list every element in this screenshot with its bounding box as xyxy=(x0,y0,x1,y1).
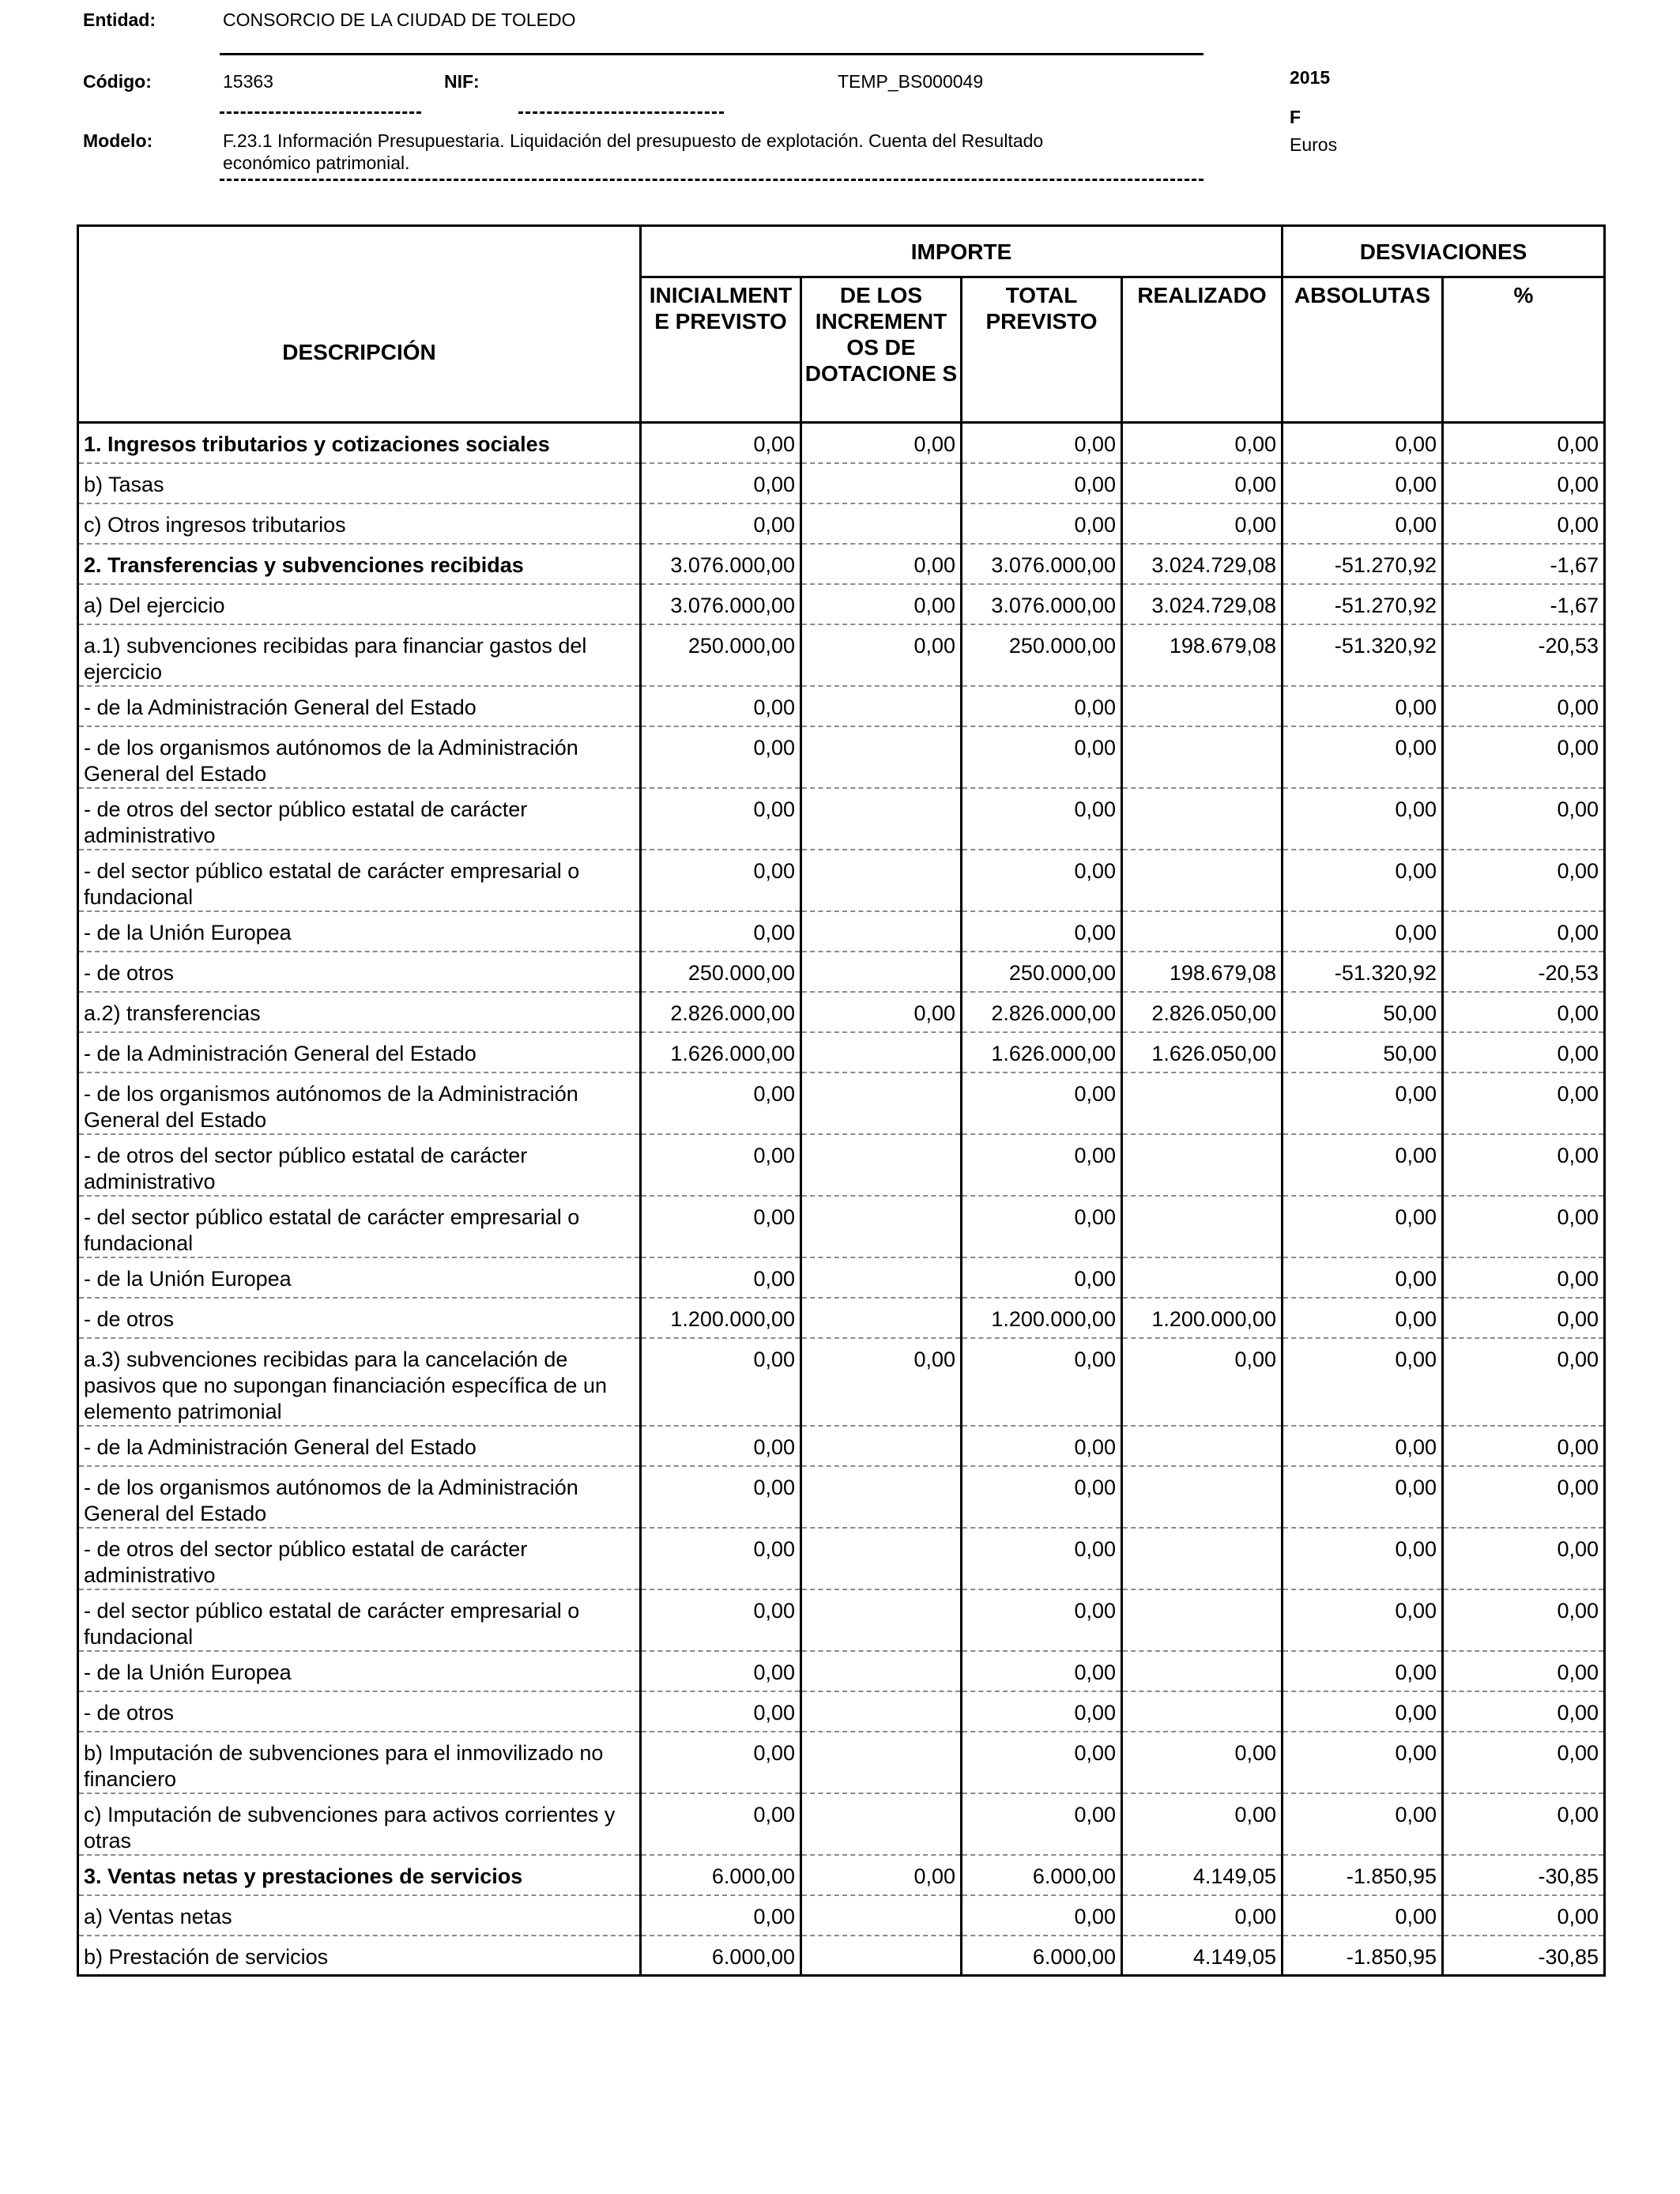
desviacion-porcentaje-value: -30,85 xyxy=(1443,1855,1605,1895)
row-description: b) Tasas xyxy=(78,463,641,503)
total-previsto-value: 0,00 xyxy=(962,1338,1122,1426)
desviacion-absoluta-value: 0,00 xyxy=(1283,1257,1443,1298)
inicialmente-previsto-value: 0,00 xyxy=(641,1691,801,1732)
realizado-value xyxy=(1122,1528,1283,1589)
row-description: 2. Transferencias y subvenciones recibidas xyxy=(78,544,641,584)
desviacion-absoluta-value: -1.850,95 xyxy=(1283,1936,1443,1976)
total-previsto-value: 6.000,00 xyxy=(962,1936,1122,1976)
incrementos-value xyxy=(801,1651,962,1691)
table-row xyxy=(78,726,1605,788)
desviacion-absoluta-value: 0,00 xyxy=(1283,1338,1443,1426)
realizado-value: 0,00 xyxy=(1122,1793,1283,1855)
incrementos-value xyxy=(801,503,962,544)
desviacion-porcentaje-value: -1,67 xyxy=(1443,584,1605,624)
inicialmente-previsto-value: 0,00 xyxy=(641,463,801,503)
total-previsto-value: 250.000,00 xyxy=(962,952,1122,992)
header-importe: IMPORTE xyxy=(641,226,1283,277)
table-row xyxy=(78,911,1605,952)
incrementos-value xyxy=(801,1196,962,1257)
incrementos-value xyxy=(801,726,962,788)
incrementos-value xyxy=(801,952,962,992)
table-row xyxy=(78,584,1605,624)
desviacion-absoluta-value: -1.850,95 xyxy=(1283,1855,1443,1895)
realizado-value xyxy=(1122,726,1283,788)
realizado-value: 0,00 xyxy=(1122,423,1283,463)
table-row xyxy=(78,1298,1605,1338)
incrementos-value xyxy=(801,850,962,911)
desviacion-absoluta-value: 0,00 xyxy=(1283,788,1443,850)
currency-label: Euros xyxy=(1290,134,1338,155)
desviacion-absoluta-value: 0,00 xyxy=(1283,1426,1443,1466)
desviacion-absoluta-value: 0,00 xyxy=(1283,1589,1443,1651)
total-previsto-value: 0,00 xyxy=(962,1466,1122,1528)
desviacion-absoluta-value: 0,00 xyxy=(1283,911,1443,952)
desviacion-porcentaje-value: 0,00 xyxy=(1443,463,1605,503)
total-previsto-value: 0,00 xyxy=(962,1895,1122,1936)
inicialmente-previsto-value: 6.000,00 xyxy=(641,1936,801,1976)
total-previsto-value: 3.076.000,00 xyxy=(962,544,1122,584)
inicialmente-previsto-value: 0,00 xyxy=(641,1426,801,1466)
incrementos-value xyxy=(801,1895,962,1936)
inicialmente-previsto-value: 3.076.000,00 xyxy=(641,584,801,624)
inicialmente-previsto-value: 250.000,00 xyxy=(641,952,801,992)
table-row xyxy=(78,1732,1605,1793)
desviacion-porcentaje-value: 0,00 xyxy=(1443,911,1605,952)
inicialmente-previsto-value: 0,00 xyxy=(641,1589,801,1651)
incrementos-value xyxy=(801,1732,962,1793)
row-description: - de otros xyxy=(78,1298,641,1338)
total-previsto-value: 0,00 xyxy=(962,686,1122,726)
table-row xyxy=(78,544,1605,584)
desviacion-porcentaje-value: 0,00 xyxy=(1443,1298,1605,1338)
desviacion-porcentaje-value: 0,00 xyxy=(1443,992,1605,1032)
total-previsto-value: 0,00 xyxy=(962,911,1122,952)
table-row xyxy=(78,1855,1605,1895)
desviacion-absoluta-value: 0,00 xyxy=(1283,1196,1443,1257)
desviacion-absoluta-value: 0,00 xyxy=(1283,463,1443,503)
desviacion-absoluta-value: 0,00 xyxy=(1283,1651,1443,1691)
inicialmente-previsto-value: 0,00 xyxy=(641,1134,801,1196)
inicialmente-previsto-value: 0,00 xyxy=(641,911,801,952)
desviacion-absoluta-value: -51.270,92 xyxy=(1283,584,1443,624)
table-row xyxy=(78,850,1605,911)
inicialmente-previsto-value: 3.076.000,00 xyxy=(641,544,801,584)
desviacion-absoluta-value: 0,00 xyxy=(1283,423,1443,463)
inicialmente-previsto-value: 250.000,00 xyxy=(641,624,801,686)
row-description: - de otros del sector público estatal de carácter administrativo xyxy=(78,1134,641,1196)
table-row xyxy=(78,1691,1605,1732)
inicialmente-previsto-value: 0,00 xyxy=(641,1257,801,1298)
realizado-value xyxy=(1122,1072,1283,1134)
desviacion-absoluta-value: 0,00 xyxy=(1283,1793,1443,1855)
table-row xyxy=(78,1651,1605,1691)
desviacion-porcentaje-value: -30,85 xyxy=(1443,1936,1605,1976)
table-row xyxy=(78,1072,1605,1134)
desviacion-porcentaje-value: -20,53 xyxy=(1443,952,1605,992)
realizado-value xyxy=(1122,850,1283,911)
row-description: - de otros xyxy=(78,1691,641,1732)
incrementos-value xyxy=(801,1072,962,1134)
inicialmente-previsto-value: 2.826.000,00 xyxy=(641,992,801,1032)
document-header xyxy=(0,0,1680,213)
nif-value: TEMP_BS000049 xyxy=(838,71,984,92)
total-previsto-value: 0,00 xyxy=(962,1528,1122,1589)
inicialmente-previsto-value: 0,00 xyxy=(641,1072,801,1134)
table-row xyxy=(78,686,1605,726)
table-row xyxy=(78,788,1605,850)
table-row xyxy=(78,1032,1605,1072)
desviacion-absoluta-value: -51.320,92 xyxy=(1283,624,1443,686)
desviacion-porcentaje-value: 0,00 xyxy=(1443,726,1605,788)
table-row xyxy=(78,1134,1605,1196)
incrementos-value xyxy=(801,1589,962,1651)
row-description: - de otros del sector público estatal de carácter administrativo xyxy=(78,788,641,850)
header-incrementos: DE LOS INCREMENT OS DE DOTACIONE S xyxy=(801,277,962,423)
incrementos-value: 0,00 xyxy=(801,624,962,686)
table-row xyxy=(78,423,1605,463)
row-description: - de los organismos autónomos de la Administración General del Estado xyxy=(78,726,641,788)
incrementos-value xyxy=(801,463,962,503)
desviacion-porcentaje-value: 0,00 xyxy=(1443,1134,1605,1196)
realizado-value: 1.626.050,00 xyxy=(1122,1032,1283,1072)
desviacion-absoluta-value: 0,00 xyxy=(1283,1298,1443,1338)
row-description: c) Imputación de subvenciones para activos corrientes y otras xyxy=(78,1793,641,1855)
desviacion-porcentaje-value: -20,53 xyxy=(1443,624,1605,686)
modelo-label: Modelo: xyxy=(83,130,153,151)
total-previsto-value: 2.826.000,00 xyxy=(962,992,1122,1032)
total-previsto-value: 0,00 xyxy=(962,1196,1122,1257)
desviacion-absoluta-value: 0,00 xyxy=(1283,1466,1443,1528)
inicialmente-previsto-value: 0,00 xyxy=(641,1895,801,1936)
desviacion-porcentaje-value: 0,00 xyxy=(1443,1732,1605,1793)
incrementos-value xyxy=(801,1134,962,1196)
incrementos-value: 0,00 xyxy=(801,584,962,624)
desviacion-absoluta-value: 0,00 xyxy=(1283,1528,1443,1589)
inicialmente-previsto-value: 0,00 xyxy=(641,1338,801,1426)
inicialmente-previsto-value: 0,00 xyxy=(641,726,801,788)
inicialmente-previsto-value: 1.626.000,00 xyxy=(641,1032,801,1072)
total-previsto-value: 250.000,00 xyxy=(962,624,1122,686)
incrementos-value xyxy=(801,1257,962,1298)
inicialmente-previsto-value: 0,00 xyxy=(641,1793,801,1855)
realizado-value xyxy=(1122,1466,1283,1528)
row-description: - del sector público estatal de carácter empresarial o fundacional xyxy=(78,1196,641,1257)
desviacion-absoluta-value: 0,00 xyxy=(1283,850,1443,911)
codigo-value: 15363 xyxy=(223,71,273,92)
desviacion-absoluta-value: -51.270,92 xyxy=(1283,544,1443,584)
desviacion-porcentaje-value: 0,00 xyxy=(1443,1338,1605,1426)
table-row xyxy=(78,463,1605,503)
table-row xyxy=(78,1936,1605,1976)
entidad-underline xyxy=(220,53,1203,55)
table-row xyxy=(78,1257,1605,1298)
row-description: a.2) transferencias xyxy=(78,992,641,1032)
realizado-value: 2.826.050,00 xyxy=(1122,992,1283,1032)
row-description: 1. Ingresos tributarios y cotizaciones sociales xyxy=(78,423,641,463)
desviacion-porcentaje-value: 0,00 xyxy=(1443,686,1605,726)
desviacion-porcentaje-value: 0,00 xyxy=(1443,1895,1605,1936)
incrementos-value: 0,00 xyxy=(801,544,962,584)
row-description: a) Ventas netas xyxy=(78,1895,641,1936)
desviacion-absoluta-value: 0,00 xyxy=(1283,1072,1443,1134)
realizado-value: 4.149,05 xyxy=(1122,1855,1283,1895)
incrementos-value xyxy=(801,788,962,850)
total-previsto-value: 0,00 xyxy=(962,463,1122,503)
desviacion-porcentaje-value: 0,00 xyxy=(1443,1793,1605,1855)
incrementos-value: 0,00 xyxy=(801,1855,962,1895)
row-description: - de la Unión Europea xyxy=(78,1257,641,1298)
desviacion-absoluta-value: 0,00 xyxy=(1283,1691,1443,1732)
entidad-label: Entidad: xyxy=(83,9,156,30)
incrementos-value xyxy=(801,1032,962,1072)
row-description: 3. Ventas netas y prestaciones de servicios xyxy=(78,1855,641,1895)
desviacion-porcentaje-value: 0,00 xyxy=(1443,1072,1605,1134)
total-previsto-value: 0,00 xyxy=(962,1732,1122,1793)
row-description: a.1) subvenciones recibidas para financiar gastos del ejercicio xyxy=(78,624,641,686)
desviacion-absoluta-value: 0,00 xyxy=(1283,1134,1443,1196)
row-description: - de otros del sector público estatal de carácter administrativo xyxy=(78,1528,641,1589)
realizado-value xyxy=(1122,1691,1283,1732)
realizado-value xyxy=(1122,1651,1283,1691)
desviacion-porcentaje-value: 0,00 xyxy=(1443,1651,1605,1691)
total-previsto-value: 0,00 xyxy=(962,850,1122,911)
header-realizado: REALIZADO xyxy=(1122,277,1283,423)
realizado-value xyxy=(1122,1426,1283,1466)
table-row xyxy=(78,1338,1605,1426)
row-description: - de otros xyxy=(78,952,641,992)
row-description: - del sector público estatal de carácter empresarial o fundacional xyxy=(78,850,641,911)
row-description: - de los organismos autónomos de la Administración General del Estado xyxy=(78,1072,641,1134)
entidad-value: CONSORCIO DE LA CIUDAD DE TOLEDO xyxy=(223,9,576,30)
incrementos-value xyxy=(801,1528,962,1589)
total-previsto-value: 1.200.000,00 xyxy=(962,1298,1122,1338)
inicialmente-previsto-value: 0,00 xyxy=(641,423,801,463)
realizado-value: 0,00 xyxy=(1122,1338,1283,1426)
inicialmente-previsto-value: 0,00 xyxy=(641,686,801,726)
desviacion-absoluta-value: -51.320,92 xyxy=(1283,952,1443,992)
table-row xyxy=(78,952,1605,992)
codigo-label: Código: xyxy=(83,71,152,92)
total-previsto-value: 0,00 xyxy=(962,788,1122,850)
inicialmente-previsto-value: 0,00 xyxy=(641,1651,801,1691)
header-desviaciones: DESVIACIONES xyxy=(1283,226,1605,277)
realizado-value: 4.149,05 xyxy=(1122,1936,1283,1976)
desviacion-absoluta-value: 0,00 xyxy=(1283,503,1443,544)
table-body xyxy=(78,423,1605,1976)
realizado-value xyxy=(1122,1589,1283,1651)
row-description: c) Otros ingresos tributarios xyxy=(78,503,641,544)
header-descripcion: DESCRIPCIÓN xyxy=(78,226,641,423)
desviacion-absoluta-value: 0,00 xyxy=(1283,1732,1443,1793)
total-previsto-value: 0,00 xyxy=(962,1793,1122,1855)
incrementos-value xyxy=(801,1466,962,1528)
realizado-value xyxy=(1122,788,1283,850)
table-row xyxy=(78,1466,1605,1528)
header-porcentaje: % xyxy=(1443,277,1605,423)
realizado-value: 1.200.000,00 xyxy=(1122,1298,1283,1338)
realizado-value: 0,00 xyxy=(1122,1895,1283,1936)
incrementos-value xyxy=(801,1691,962,1732)
desviacion-absoluta-value: 50,00 xyxy=(1283,992,1443,1032)
total-previsto-value: 0,00 xyxy=(962,726,1122,788)
row-description: a) Del ejercicio xyxy=(78,584,641,624)
realizado-value: 0,00 xyxy=(1122,503,1283,544)
realizado-value xyxy=(1122,911,1283,952)
inicialmente-previsto-value: 0,00 xyxy=(641,1528,801,1589)
year-label: 2015 xyxy=(1290,67,1331,88)
modelo-line-1: F.23.1 Información Presupuestaria. Liquidación del presupuesto de explotación. Cuenta del Resultado xyxy=(223,130,1044,151)
budget-table xyxy=(77,224,1606,1977)
realizado-value: 0,00 xyxy=(1122,463,1283,503)
inicialmente-previsto-value: 6.000,00 xyxy=(641,1855,801,1895)
table-row xyxy=(78,1426,1605,1466)
total-previsto-value: 0,00 xyxy=(962,1257,1122,1298)
header-total-previsto: TOTAL PREVISTO xyxy=(962,277,1122,423)
incrementos-value xyxy=(801,911,962,952)
row-description: b) Imputación de subvenciones para el inmovilizado no financiero xyxy=(78,1732,641,1793)
inicialmente-previsto-value: 0,00 xyxy=(641,1732,801,1793)
row-description: a.3) subvenciones recibidas para la cancelación de pasivos que no supongan financiación específica de un elemento patrimonial xyxy=(78,1338,641,1426)
desviacion-porcentaje-value: 0,00 xyxy=(1443,1426,1605,1466)
total-previsto-value: 0,00 xyxy=(962,1589,1122,1651)
row-description: - de la Administración General del Estado xyxy=(78,686,641,726)
realizado-value: 198.679,08 xyxy=(1122,624,1283,686)
desviacion-porcentaje-value: 0,00 xyxy=(1443,788,1605,850)
header-absolutas: ABSOLUTAS xyxy=(1283,277,1443,423)
modelo-line-2: económico patrimonial. xyxy=(223,153,410,173)
realizado-value xyxy=(1122,1196,1283,1257)
total-previsto-value: 0,00 xyxy=(962,1134,1122,1196)
incrementos-value xyxy=(801,1298,962,1338)
row-description: - de los organismos autónomos de la Administración General del Estado xyxy=(78,1466,641,1528)
table-row xyxy=(78,503,1605,544)
row-description: - de la Administración General del Estado xyxy=(78,1032,641,1072)
desviacion-porcentaje-value: 0,00 xyxy=(1443,1196,1605,1257)
desviacion-porcentaje-value: 0,00 xyxy=(1443,1589,1605,1651)
desviacion-porcentaje-value: 0,00 xyxy=(1443,1257,1605,1298)
desviacion-porcentaje-value: 0,00 xyxy=(1443,850,1605,911)
total-previsto-value: 0,00 xyxy=(962,423,1122,463)
inicialmente-previsto-value: 1.200.000,00 xyxy=(641,1298,801,1338)
nif-label: NIF: xyxy=(444,71,480,92)
table-row xyxy=(78,1196,1605,1257)
modelo-underline xyxy=(220,179,1203,181)
incrementos-value xyxy=(801,1426,962,1466)
realizado-value xyxy=(1122,1134,1283,1196)
realizado-value xyxy=(1122,1257,1283,1298)
inicialmente-previsto-value: 0,00 xyxy=(641,850,801,911)
table-row xyxy=(78,1793,1605,1855)
row-description: - del sector público estatal de carácter empresarial o fundacional xyxy=(78,1589,641,1651)
table-row xyxy=(78,1589,1605,1651)
header-inicialmente-previsto: INICIALMENT E PREVISTO xyxy=(641,277,801,423)
row-description: - de la Administración General del Estado xyxy=(78,1426,641,1466)
desviacion-absoluta-value: 0,00 xyxy=(1283,686,1443,726)
realizado-value xyxy=(1122,686,1283,726)
row-description: - de la Unión Europea xyxy=(78,911,641,952)
codigo-underline xyxy=(220,111,421,114)
row-description: b) Prestación de servicios xyxy=(78,1936,641,1976)
desviacion-porcentaje-value: -1,67 xyxy=(1443,544,1605,584)
desviacion-porcentaje-value: 0,00 xyxy=(1443,1466,1605,1528)
realizado-value: 3.024.729,08 xyxy=(1122,544,1283,584)
table-row xyxy=(78,1895,1605,1936)
total-previsto-value: 0,00 xyxy=(962,1426,1122,1466)
total-previsto-value: 3.076.000,00 xyxy=(962,584,1122,624)
desviacion-absoluta-value: 50,00 xyxy=(1283,1032,1443,1072)
table-row xyxy=(78,624,1605,686)
desviacion-porcentaje-value: 0,00 xyxy=(1443,1691,1605,1732)
inicialmente-previsto-value: 0,00 xyxy=(641,1196,801,1257)
inicialmente-previsto-value: 0,00 xyxy=(641,1466,801,1528)
total-previsto-value: 0,00 xyxy=(962,1651,1122,1691)
realizado-value: 3.024.729,08 xyxy=(1122,584,1283,624)
realizado-value: 198.679,08 xyxy=(1122,952,1283,992)
incrementos-value: 0,00 xyxy=(801,992,962,1032)
table-row xyxy=(78,992,1605,1032)
desviacion-absoluta-value: 0,00 xyxy=(1283,1895,1443,1936)
incrementos-value: 0,00 xyxy=(801,423,962,463)
total-previsto-value: 0,00 xyxy=(962,1691,1122,1732)
desviacion-porcentaje-value: 0,00 xyxy=(1443,1528,1605,1589)
nif-underline xyxy=(518,111,724,114)
table-row xyxy=(78,1528,1605,1589)
desviacion-porcentaje-value: 0,00 xyxy=(1443,503,1605,544)
f-label: F xyxy=(1290,107,1301,127)
desviacion-porcentaje-value: 0,00 xyxy=(1443,423,1605,463)
inicialmente-previsto-value: 0,00 xyxy=(641,788,801,850)
total-previsto-value: 0,00 xyxy=(962,503,1122,544)
incrementos-value xyxy=(801,1936,962,1976)
desviacion-porcentaje-value: 0,00 xyxy=(1443,1032,1605,1072)
total-previsto-value: 1.626.000,00 xyxy=(962,1032,1122,1072)
incrementos-value xyxy=(801,1793,962,1855)
incrementos-value xyxy=(801,686,962,726)
desviacion-absoluta-value: 0,00 xyxy=(1283,726,1443,788)
total-previsto-value: 0,00 xyxy=(962,1072,1122,1134)
inicialmente-previsto-value: 0,00 xyxy=(641,503,801,544)
incrementos-value: 0,00 xyxy=(801,1338,962,1426)
row-description: - de la Unión Europea xyxy=(78,1651,641,1691)
total-previsto-value: 6.000,00 xyxy=(962,1855,1122,1895)
realizado-value: 0,00 xyxy=(1122,1732,1283,1793)
